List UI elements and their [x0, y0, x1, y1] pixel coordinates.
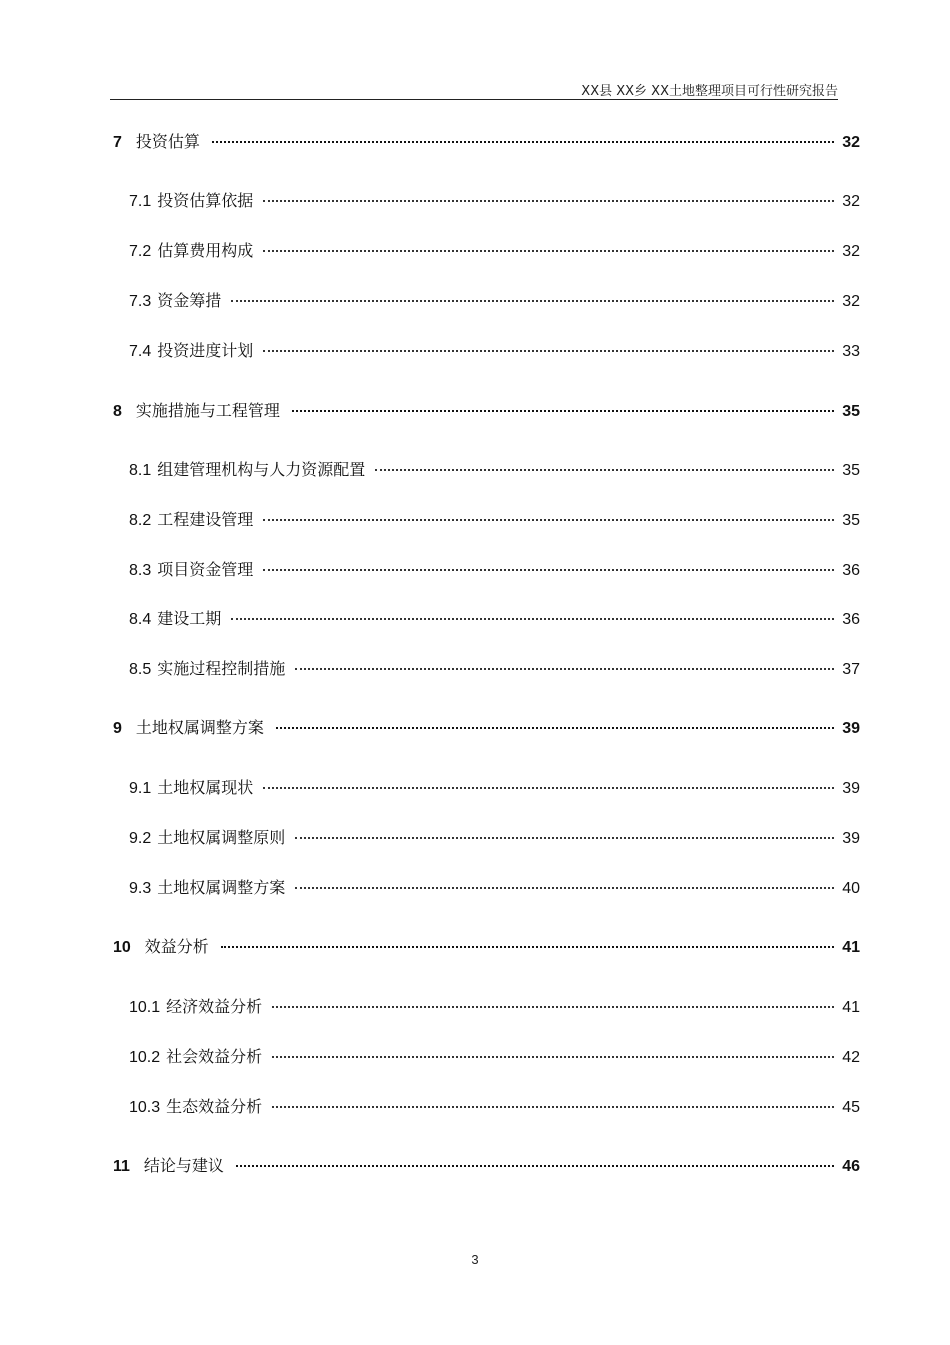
toc-title: 投资估算依据	[157, 191, 254, 210]
toc-entry-section-9-1[interactable]	[129, 777, 860, 799]
toc-page-number: 32	[842, 293, 860, 310]
toc-title: 建设工期	[157, 609, 222, 628]
toc-page-number: 41	[842, 939, 860, 956]
toc-page-number: 35	[842, 403, 860, 420]
toc-title: 组建管理机构与人力资源配置	[157, 460, 366, 479]
toc-title: 生态效益分析	[166, 1097, 263, 1116]
toc-title: 经济效益分析	[166, 997, 263, 1016]
toc-entry-section-7-3[interactable]	[129, 290, 860, 312]
toc-entry-section-10-1[interactable]	[129, 996, 860, 1018]
toc-title: 估算费用构成	[157, 241, 254, 260]
toc-dot-leader	[276, 727, 834, 729]
toc-dot-leader	[263, 569, 834, 571]
toc-title: 实施措施与工程管理	[135, 401, 280, 420]
toc-page-number: 35	[842, 462, 860, 479]
toc-title: 实施过程控制措施	[157, 659, 286, 678]
toc-number: 7.2	[129, 243, 152, 260]
toc-page-number: 37	[842, 661, 860, 678]
toc-title: 土地权属调整原则	[157, 828, 286, 847]
header-rule	[110, 99, 838, 100]
toc-number: 7.4	[129, 343, 152, 360]
running-header: XX县 XX乡 XX土地整理项目可行性研究报告	[581, 84, 838, 99]
toc-title: 投资进度计划	[157, 341, 254, 360]
toc-title: 结论与建议	[143, 1156, 224, 1175]
toc-number: 8.3	[129, 562, 152, 579]
toc-number: 9	[113, 720, 122, 737]
toc-title: 项目资金管理	[157, 560, 254, 579]
toc-number: 8	[113, 403, 122, 420]
toc-entry-section-8-1[interactable]	[129, 459, 860, 481]
toc-entry-section-8-3[interactable]	[129, 559, 860, 581]
toc-entry-chapter-9[interactable]	[113, 717, 860, 739]
toc-page-number: 32	[842, 243, 860, 260]
toc-entry-section-9-3[interactable]	[129, 877, 860, 899]
toc-number: 11	[113, 1158, 130, 1175]
toc-dot-leader	[212, 141, 834, 143]
toc-entry-chapter-8[interactable]	[113, 400, 860, 422]
toc-page-number: 36	[842, 562, 860, 579]
toc-number: 8.5	[129, 661, 152, 678]
toc-entry-section-7-1[interactable]	[129, 190, 860, 212]
toc-page-number: 42	[842, 1049, 860, 1066]
toc-number: 10.3	[129, 1099, 161, 1116]
toc-number: 7	[113, 134, 122, 151]
toc-title: 投资估算	[135, 132, 200, 151]
toc-title: 资金筹措	[157, 291, 222, 310]
toc-dot-leader	[221, 946, 834, 948]
toc-number: 8.1	[129, 462, 152, 479]
toc-page-number: 39	[842, 780, 860, 797]
page-number: 3	[471, 1252, 479, 1267]
toc-number: 7.3	[129, 293, 152, 310]
toc-entry-section-9-2[interactable]	[129, 827, 860, 849]
toc-dot-leader	[375, 469, 834, 471]
toc-dot-leader	[292, 410, 834, 412]
toc-entry-section-10-2[interactable]	[129, 1046, 860, 1068]
toc-number: 9.2	[129, 830, 152, 847]
toc-page-number: 35	[842, 512, 860, 529]
toc-dot-leader	[272, 1006, 834, 1008]
toc-page-number: 32	[842, 134, 860, 151]
toc-entry-section-7-2[interactable]	[129, 240, 860, 262]
toc-entry-section-10-3[interactable]	[129, 1096, 860, 1118]
toc-title: 效益分析	[144, 937, 209, 956]
toc-number: 7.1	[129, 193, 152, 210]
toc-dot-leader	[263, 350, 834, 352]
toc-number: 9.3	[129, 880, 152, 897]
toc-page-number: 39	[842, 720, 860, 737]
toc-number: 8.4	[129, 611, 152, 628]
toc-dot-leader	[231, 300, 834, 302]
toc-page-number: 33	[842, 343, 860, 360]
toc-dot-leader	[236, 1165, 834, 1167]
toc-entry-chapter-11[interactable]	[113, 1155, 860, 1177]
toc-dot-leader	[272, 1106, 834, 1108]
toc-dot-leader	[231, 618, 834, 620]
toc-entry-section-8-4[interactable]	[129, 608, 860, 630]
toc-dot-leader	[263, 250, 834, 252]
toc-title: 土地权属调整方案	[135, 718, 264, 737]
toc-title: 土地权属现状	[157, 778, 254, 797]
toc-entry-chapter-7[interactable]	[113, 131, 860, 153]
toc-page-number: 41	[842, 999, 860, 1016]
toc-dot-leader	[263, 200, 834, 202]
toc-number: 9.1	[129, 780, 152, 797]
toc-page-number: 36	[842, 611, 860, 628]
toc-number: 10	[113, 939, 131, 956]
toc-number: 10.1	[129, 999, 161, 1016]
toc-page-number: 32	[842, 193, 860, 210]
toc-dot-leader	[263, 787, 834, 789]
toc-dot-leader	[263, 519, 834, 521]
toc-dot-leader	[295, 837, 834, 839]
toc-title: 社会效益分析	[166, 1047, 263, 1066]
toc-entry-section-7-4[interactable]	[129, 340, 860, 362]
toc-entry-section-8-5[interactable]	[129, 658, 860, 680]
toc-dot-leader	[295, 668, 834, 670]
toc-number: 8.2	[129, 512, 152, 529]
toc-title: 土地权属调整方案	[157, 878, 286, 897]
toc-page-number: 40	[842, 880, 860, 897]
toc-entry-chapter-10[interactable]	[113, 936, 860, 958]
toc-dot-leader	[295, 887, 834, 889]
toc-page-number: 45	[842, 1099, 860, 1116]
toc-title: 工程建设管理	[157, 510, 254, 529]
toc-number: 10.2	[129, 1049, 161, 1066]
toc-page-number: 46	[842, 1158, 860, 1175]
toc-page-number: 39	[842, 830, 860, 847]
toc-dot-leader	[272, 1056, 834, 1058]
toc-entry-section-8-2[interactable]	[129, 509, 860, 531]
